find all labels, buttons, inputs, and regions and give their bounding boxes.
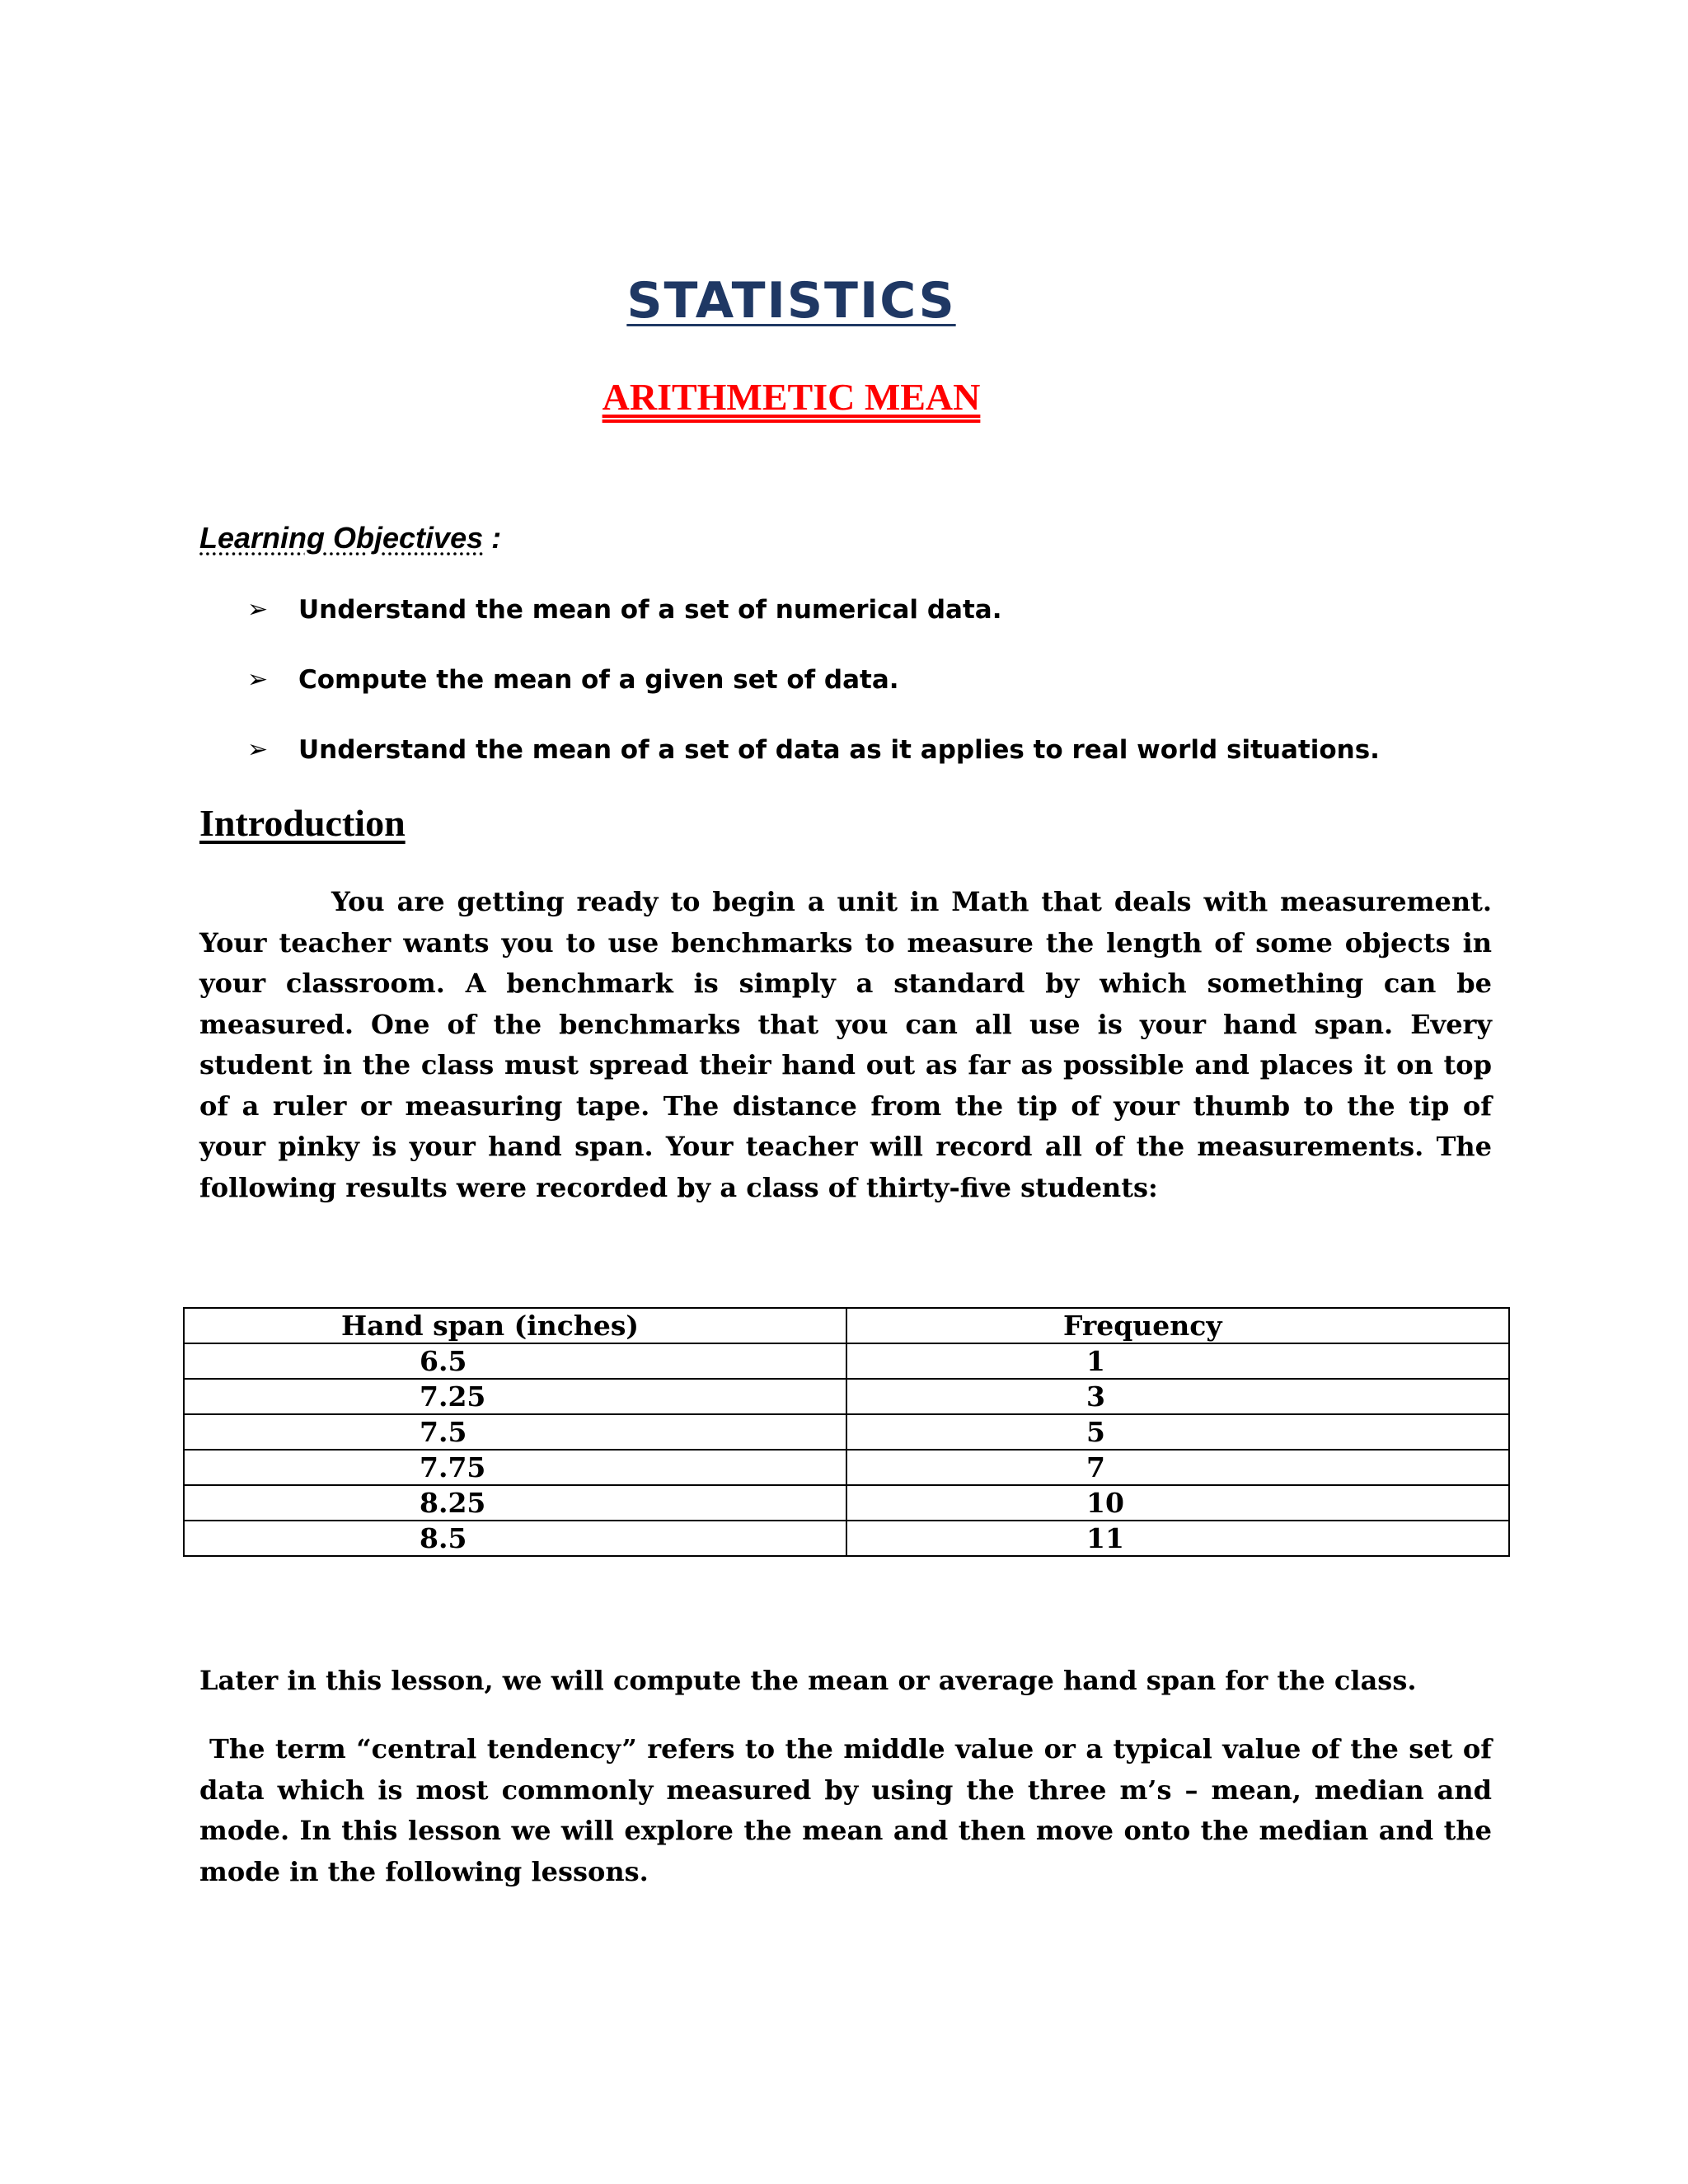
hand-span-frequency-table <box>183 1307 1510 1557</box>
page-subtitle: ARITHMETIC MEAN <box>602 376 981 418</box>
objective-item <box>247 658 1380 729</box>
arrow-bullet-icon: ➢ <box>247 665 269 694</box>
hand-span-cell: 8.25 <box>184 1485 846 1521</box>
objective-text: Understand the mean of a set of numerical data. <box>298 595 1002 625</box>
learning-objectives-list <box>247 588 1380 799</box>
hand-span-cell: 7.5 <box>184 1414 846 1450</box>
objective-item <box>247 588 1380 658</box>
introduction-heading: Introduction <box>199 802 406 844</box>
objective-text: Understand the mean of a set of data as it applies to real world situations. <box>298 735 1380 765</box>
table-row <box>184 1343 1509 1379</box>
hand-span-cell: 6.5 <box>184 1343 846 1379</box>
objective-item <box>247 729 1380 799</box>
hand-span-cell: 8.5 <box>184 1521 846 1556</box>
frequency-cell: 11 <box>846 1521 1509 1556</box>
objective-text: Compute the mean of a given set of data. <box>298 665 899 695</box>
column-header-hand-span: Hand span (inches) <box>184 1308 846 1343</box>
frequency-cell: 5 <box>846 1414 1509 1450</box>
central-tendency-paragraph: The term “central tendency” refers to the middle value or a typical value of the set of data which is most commonly measured by using the three m’s – mean, median and mode. In this lesson we will explore the mean and then move onto the median and the mode in the following lessons. <box>199 1733 1492 1887</box>
arrow-bullet-icon: ➢ <box>247 735 269 764</box>
frequency-cell: 1 <box>846 1343 1509 1379</box>
learning-objectives-heading-text: Learning Objectives <box>199 521 484 555</box>
frequency-cell: 10 <box>846 1485 1509 1521</box>
page-title: STATISTICS <box>626 272 956 330</box>
table-row <box>184 1485 1509 1521</box>
table-row <box>184 1450 1509 1485</box>
table-row <box>184 1521 1509 1556</box>
arrow-bullet-icon: ➢ <box>247 595 269 624</box>
introduction-paragraph: You are getting ready to begin a unit in Math that deals with measurement. Your teacher wants you to use benchmarks to measure the length of some objects in your classroom. A benchmark is simply a standard by which something can be measured. One of the benchmarks that you can all use is your hand span. Every student in the class must spread their hand out as far as possible and places it on top of a ruler or measuring tape. The distance from the tip of your thumb to the tip of your pinky is your hand span. Your teacher will record all of the measurements. The following results were recorded by a class of thirty-five students: <box>199 886 1492 1203</box>
table-row <box>184 1379 1509 1414</box>
table-header-row <box>184 1308 1509 1343</box>
table-row <box>184 1414 1509 1450</box>
frequency-cell: 7 <box>846 1450 1509 1485</box>
column-header-frequency: Frequency <box>846 1308 1509 1343</box>
later-lesson-paragraph: Later in this lesson, we will compute the mean or average hand span for the class. <box>199 1665 1417 1696</box>
hand-span-cell: 7.25 <box>184 1379 846 1414</box>
learning-objectives-heading-suffix: : <box>483 521 502 555</box>
learning-objectives-heading <box>199 521 501 555</box>
frequency-cell: 3 <box>846 1379 1509 1414</box>
hand-span-cell: 7.75 <box>184 1450 846 1485</box>
